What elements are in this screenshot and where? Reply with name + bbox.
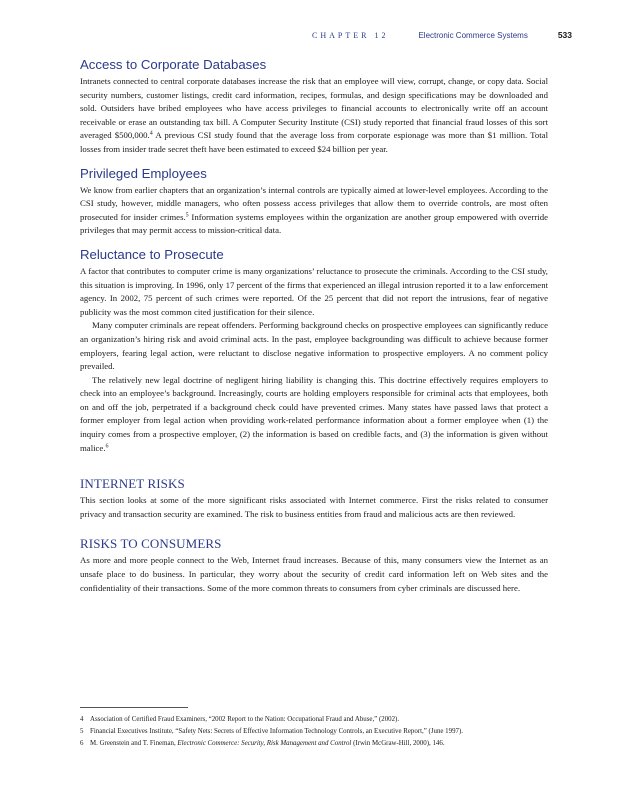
footnotes (80, 714, 550, 750)
page-number: 533 (557, 30, 572, 40)
section-heading-internet-risks: INTERNET RISKS (80, 476, 185, 492)
paragraph-text: Intranets connected to central corporate databases increase the risk that an employee will view, corrupt, change, or copy data. Social security numbers, customer listings, credit card information, recipes, formulas, and design specifications may be downloaded and sold. Outsiders have bribed employees who have access privileges to financial accounts to electronically write off an account receivable or erase an outstanding tax bill. A Computer Security Institute (CSI) study reported that financial fraud losses of this sort averaged $500,000. (80, 76, 548, 141)
footnote-text: Association of Certified Fraud Examiners, “2002 Report to the Nation: Occupational Fraud and Abuse,” (2002). (90, 716, 400, 723)
paragraph-text: A previous CSI study found that the average loss from corporate espionage was more than $1 million. Total losses from insider trade secret theft have been estimated to exceed $24 billion per year. (80, 130, 548, 154)
chapter-label: CHAPTER 12 (312, 31, 389, 40)
footnote-ref-5: 5 (185, 212, 189, 219)
footnote-divider (80, 707, 188, 708)
running-header (80, 30, 572, 40)
footnote-6 (80, 738, 550, 750)
paragraph-reluctance-3 (80, 374, 548, 456)
footnote-text: Financial Executives Institute, “Safety Nets: Secrets of Effective Information Technology Controls, an Executive Report,” (June 1997). (90, 728, 463, 735)
footnote-text-part: M. Greenstein and T. Fineman, (90, 740, 178, 747)
footnote-5 (80, 726, 550, 738)
footnote-text (90, 738, 550, 750)
footnote-number: 5 (80, 728, 84, 735)
footnote-4 (80, 714, 550, 726)
paragraph-text: Information systems employees within the organization are another group empowered with override privileges that may permit access to mission-critical data. (80, 211, 549, 236)
paragraph-text: The relatively new legal doctrine of negligent hiring liability is changing this. This doctrine effectively requires employers to check into an employee’s background. Increasingly, courts are holding employers responsible for criminal acts that employees, both on and off the job, perpetrated if a background check could have prevented crimes. Many states have passed laws that protect a former employer from legal action when providing work-related performance information about a former employee when (1) the inquiry comes from a prospective employer, (2) the information is based on credible facts, and (3) the information is given without malice. (80, 374, 548, 453)
running-title: Electronic Commerce Systems (418, 31, 528, 40)
paragraph-reluctance-1: A factor that contributes to computer crime is many organizations’ reluctance to prosecute the criminals. According to the CSI study, this situation is improving. In 1996, only 17 percent of the firms that experienced an illegal intrusion reported it to a law enforcement agency. In 2002, 75 percent of such crimes were reported. Of the 25 percent that did not report the intrusions, fear of negative publicity was the most common cited justification for their silence. (80, 265, 548, 317)
paragraph-text: We know from earlier chapters that an organization’s internal controls are typically aimed at lower-level employees. According to the CSI study, however, middle managers, who often possess access privileges that allow them to override controls, are most often prosecuted for insider crimes. (80, 184, 548, 222)
paragraph-reluctance-2: Many computer criminals are repeat offenders. Performing background checks on prospective employees can significantly reduce an organization’s hiring risk and avoid criminal acts. In the past, employee backgrounding was difficult to achieve because former employers, fearing legal action, were reluctant to disclose negative information to prospective employers. A no comment policy prevailed. (80, 320, 548, 372)
paragraph-access-databases (80, 75, 548, 157)
footnote-ref-4: 4 (149, 130, 153, 137)
page-body (80, 56, 548, 595)
paragraph-internet-risks: This section looks at some of the more significant risks associated with Internet commerce. First the risks related to consumer privacy and transaction security are examined. The risk to business entities from fraud and malicious acts are then reviewed. (80, 495, 548, 519)
footnote-number: 4 (80, 716, 84, 723)
footnote-book-title: Electronic Commerce: Security, Risk Management and Control (177, 740, 352, 747)
paragraph-risks-consumers: As more and more people connect to the Web, Internet fraud increases. Because of this, many consumers view the Internet as an unsafe place to do business. In particular, they worry about the security of credit card information left on Web sites and the confidentiality of their transactions. Some of the more common threats to consumers from cyber criminals are discussed here. (80, 555, 548, 593)
section-heading-risks-consumers: RISKS TO CONSUMERS (80, 536, 222, 552)
footnote-text-part: (Irwin McGraw-Hill, 2000), 146. (351, 740, 445, 747)
section-heading-access-databases: Access to Corporate Databases (80, 57, 267, 72)
section-heading-reluctance: Reluctance to Prosecute (80, 246, 224, 262)
footnote-ref-6: 6 (105, 443, 109, 450)
section-heading-privileged-employees: Privileged Employees (80, 165, 207, 181)
footnote-number: 6 (80, 740, 84, 747)
paragraph-privileged-employees (80, 184, 548, 238)
